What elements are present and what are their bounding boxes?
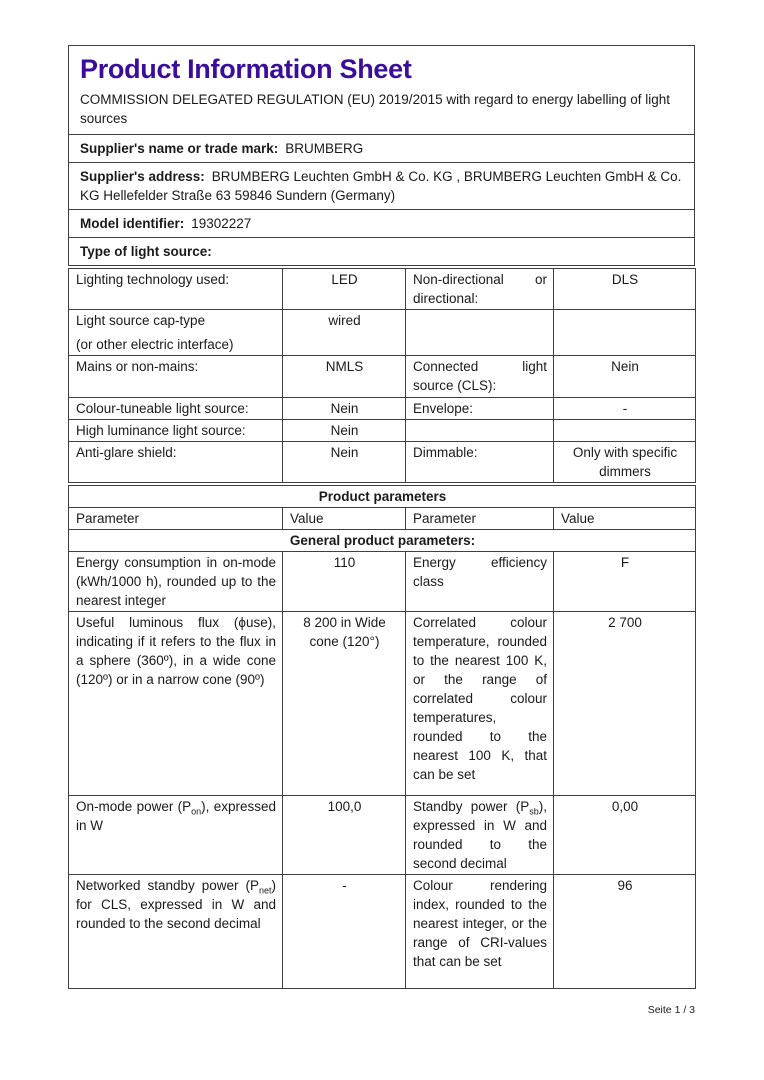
- table-row: [69, 875, 696, 989]
- param-cell: Colour-tuneable light source:: [69, 398, 283, 420]
- table-row: [69, 398, 696, 420]
- product-parameters-table: [68, 485, 696, 989]
- light-source-table: [68, 268, 696, 483]
- supplier-name-row: [68, 134, 695, 163]
- supplier-address-label: Supplier's address:: [80, 169, 205, 184]
- param-text: ) for CLS, expressed in W and rounded to the second decimal: [76, 878, 276, 931]
- value-cell: 110: [283, 552, 406, 612]
- param-cell: Anti-glare shield:: [69, 442, 283, 483]
- subscript: sb: [529, 806, 539, 817]
- supplier-address-value: BRUMBERG Leuchten GmbH & Co. KG , BRUMBERG Leuchten GmbH & Co. KG Hellefelder Straße 63 59846 Sundern (Germany): [80, 169, 682, 203]
- document-body: [68, 45, 695, 989]
- page-number: Seite 1 / 3: [647, 1004, 695, 1016]
- regulation-subtitle: COMMISSION DELEGATED REGULATION (EU) 2019/2015 with regard to energy labelling of light sources: [80, 92, 670, 126]
- section-title-row: [69, 486, 696, 508]
- param-cell: High luminance light source:: [69, 420, 283, 442]
- param-cell: [406, 420, 554, 442]
- value-cell: 8 200 in Wide cone (120°): [283, 612, 406, 796]
- param-cell: Energy efficiency class: [406, 552, 554, 612]
- table-row: [69, 269, 696, 310]
- param-cell: Useful luminous flux (ϕuse), indicating if it refers to the flux in a sphere (360º), in a wide cone (120º) or in a narrow cone (90º): [69, 612, 283, 796]
- model-identifier-value: 19302227: [191, 216, 252, 231]
- value-cell: 100,0: [283, 796, 406, 875]
- value-cell: NMLS: [283, 356, 406, 398]
- param-cell: Energy consumption in on-mode (kWh/1000 h), rounded up to the nearest integer: [69, 552, 283, 612]
- supplier-name-value: BRUMBERG: [285, 141, 364, 156]
- value-cell: LED: [283, 269, 406, 310]
- subscript: net: [258, 885, 272, 896]
- value-cell: -: [554, 398, 696, 420]
- param-text: Networked standby power (P: [76, 878, 259, 893]
- param-cell: Non-directional or directional:: [406, 269, 554, 310]
- value-cell: wired: [283, 310, 406, 356]
- table-row: [69, 356, 696, 398]
- param-cell: [69, 796, 283, 875]
- column-header-row: [69, 508, 696, 530]
- value-cell: DLS: [554, 269, 696, 310]
- value-cell: [554, 420, 696, 442]
- value-cell: Only with specific dimmers: [554, 442, 696, 483]
- table-row: [69, 612, 696, 796]
- value-cell: [554, 310, 696, 356]
- value-cell: 0,00: [554, 796, 696, 875]
- table-row: [69, 796, 696, 875]
- param-line: Light source cap-type: [76, 313, 206, 328]
- group-title: General product parameters:: [69, 530, 696, 552]
- group-title-row: [69, 530, 696, 552]
- param-cell: [69, 310, 283, 356]
- table-row: [69, 442, 696, 483]
- value-cell: Nein: [554, 356, 696, 398]
- param-line: (or other electric interface): [76, 337, 234, 352]
- table-row: [69, 552, 696, 612]
- param-text: ), expressed in W: [76, 799, 276, 833]
- param-cell: [406, 310, 554, 356]
- header-section: [68, 45, 695, 135]
- table-row: [69, 310, 696, 356]
- column-header: Parameter: [69, 508, 283, 530]
- param-cell: Lighting technology used:: [69, 269, 283, 310]
- column-header: Parameter: [406, 508, 554, 530]
- param-cell: Correlated colour temperature, rounded to the nearest 100 K, or the range of correlated colour temperatures, rounded to the nearest 100 K, that can be set: [406, 612, 554, 796]
- value-cell: F: [554, 552, 696, 612]
- param-cell: Dimmable:: [406, 442, 554, 483]
- type-of-light-source-row: [68, 237, 695, 266]
- model-identifier-row: [68, 209, 695, 238]
- param-cell: Mains or non-mains:: [69, 356, 283, 398]
- param-cell: [69, 875, 283, 989]
- param-text: On-mode power (P: [76, 799, 192, 814]
- subscript: on: [191, 806, 202, 817]
- type-of-light-source-label: Type of light source:: [80, 244, 212, 259]
- param-cell: Colour rendering index, rounded to the nearest integer, or the range of CRI-values that can be set: [406, 875, 554, 989]
- supplier-name-label: Supplier's name or trade mark:: [80, 141, 279, 156]
- value-cell: Nein: [283, 442, 406, 483]
- supplier-address-row: [68, 162, 695, 210]
- param-cell: [406, 796, 554, 875]
- value-cell: Nein: [283, 398, 406, 420]
- model-identifier-label: Model identifier:: [80, 216, 185, 231]
- value-cell: -: [283, 875, 406, 989]
- param-text: Standby power (P: [413, 799, 530, 814]
- value-cell: 96: [554, 875, 696, 989]
- table-row: [69, 420, 696, 442]
- page-title: Product Information Sheet: [80, 54, 412, 84]
- param-cell: Connected light source (CLS):: [406, 356, 554, 398]
- value-cell: 2 700: [554, 612, 696, 796]
- param-text: ), expressed in W and rounded to the second decimal: [413, 799, 547, 871]
- section-title: Product parameters: [69, 486, 696, 508]
- column-header: Value: [283, 508, 406, 530]
- param-cell: Envelope:: [406, 398, 554, 420]
- column-header: Value: [554, 508, 696, 530]
- value-cell: Nein: [283, 420, 406, 442]
